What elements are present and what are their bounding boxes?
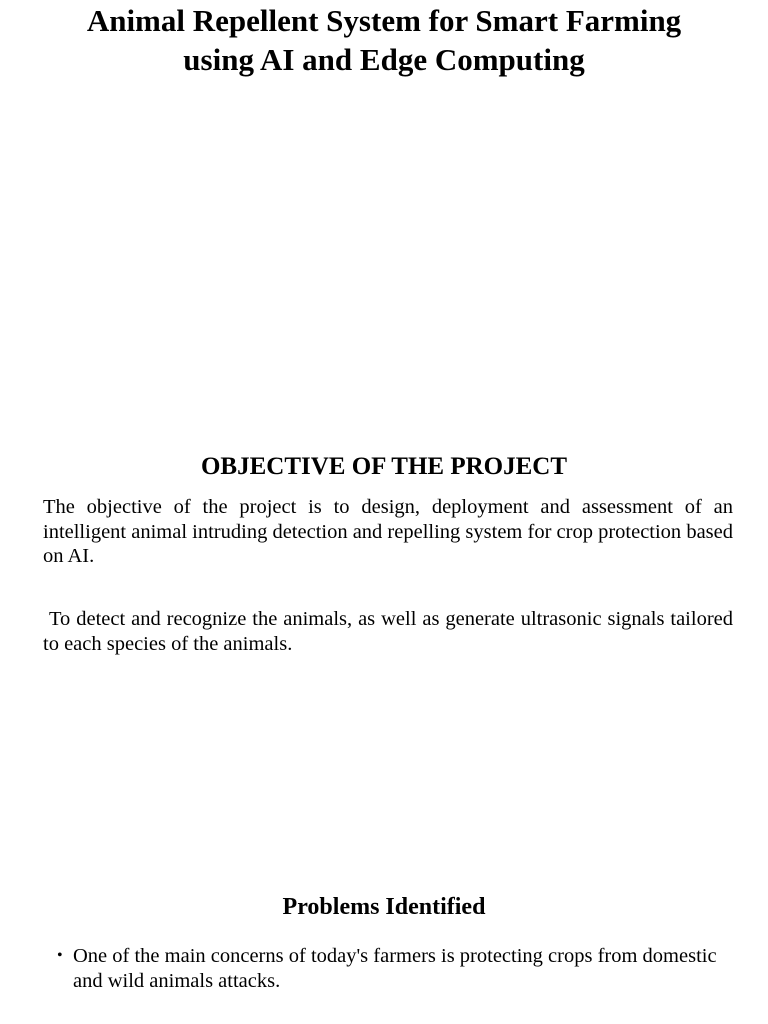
objective-heading: OBJECTIVE OF THE PROJECT [200, 453, 568, 480]
objective-paragraph-1: The objective of the project is to design, deployment and assessment of an intelligent animal intruding detection and repelling system for crop protection based on AI. [43, 496, 733, 567]
problems-heading: Problems Identified [282, 894, 486, 920]
objective-paragraph-2: To detect and recognize the animals, as well as generate ultrasonic signals tailored to each species of the animals. [43, 608, 739, 655]
problems-list [57, 944, 717, 993]
list-item [57, 944, 717, 993]
bullet-icon: • [57, 947, 63, 964]
page-title: Animal Repellent System for Smart Farming using AI and Edge Computing [86, 3, 682, 77]
problem-item-text: One of the main concerns of today's farmers is protecting crops from domestic and wild animals attacks. [73, 945, 717, 992]
